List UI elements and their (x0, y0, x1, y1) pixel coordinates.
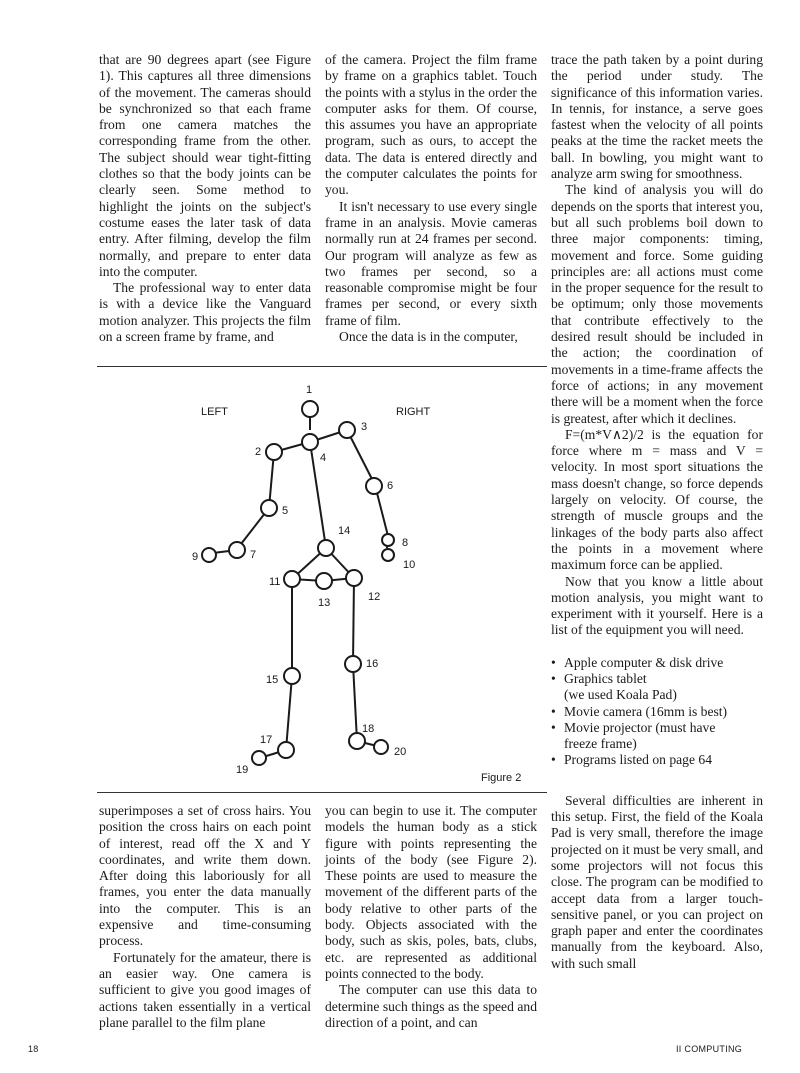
equipment-item (551, 720, 763, 753)
point-label-18: 18 (362, 723, 375, 735)
publication-name: II COMPUTING (676, 1044, 743, 1054)
paragraph: Fortunately for the amateur, there is an easier way. One camera is sufficient to give you good images of actions taken essentially in a vertical plane parallel to the film plane (99, 949, 311, 1030)
paragraph: F=(m*V∧2)/2 is the equation for force where m = mass and V = velocity. In most sport situations the mass doesn't change, so force depends largely on velocity. Of course, the strength of muscle groups and the linkages of the body parts also affect the points in a movement where maximum force can be applied. (551, 426, 763, 573)
point-label-20: 20 (394, 746, 407, 758)
joint-17 (278, 742, 294, 758)
point-label-17: 17 (260, 734, 273, 746)
equipment-item (551, 655, 763, 671)
equipment-text: Graphics tablet (564, 670, 647, 686)
joint-4 (302, 434, 318, 450)
point-label-5: 5 (282, 505, 289, 517)
joint-10 (382, 549, 394, 561)
equipment-item (551, 671, 763, 704)
point-label-11: 11 (269, 576, 281, 588)
point-label-13: 13 (318, 597, 331, 609)
joint-7 (229, 542, 245, 558)
figure-2-stick-figure (96, 368, 546, 788)
figure-top-rule (97, 366, 547, 367)
equipment-text: Programs listed on page 64 (564, 752, 712, 768)
joint-19 (252, 751, 266, 765)
point-label-4: 4 (320, 452, 327, 464)
point-label-16: 16 (366, 658, 379, 670)
figure-joints (202, 401, 394, 765)
equipment-subtext: freeze frame) (564, 736, 637, 752)
joint-18 (349, 733, 365, 749)
point-label-12: 12 (368, 591, 381, 603)
equipment-text: Movie projector (must have (564, 719, 716, 735)
equipment-item (551, 704, 763, 720)
paragraph: that are 90 degrees apart (see Figure 1). This captures all three dimensions of the movement. The cameras should be synchronized so that each frame from one camera matches the corresponding frame from the other. The subject should wear tight-fitting clothes so that the body joints can be clearly seen. Some method to highlight the joints on the subject's costume eases the later task of data entry. After filming, develop the film normally, and prepare to enter data into the computer. (99, 52, 311, 279)
joint-16 (345, 656, 361, 672)
joint-11 (284, 571, 300, 587)
paragraph: Once the data is in the computer, (339, 329, 518, 345)
paragraph: Now that you know a little about motion analysis, you might want to experiment with it yourself. Here is a list of the equipment you will need. (551, 573, 763, 638)
equipment-item (551, 752, 763, 768)
paragraph: The kind of analysis you will do depends on the sports that interest you, but all such problems boil down to three major components: timing, movement and force. Some guiding principles are: all actions must come in the proper sequence for the result to be optimum; only those movements that contribute effectively to the desired result should be included in the action; the coordination of movements in a time-frame affects the force of actions; in any movement there will be a moment when the force is greatest, after which it declines. (551, 182, 763, 426)
joint-20 (374, 740, 388, 754)
point-label-3: 3 (361, 421, 368, 433)
figure-limbs (213, 417, 388, 757)
joint-9 (202, 548, 216, 562)
bottom-column-1 (99, 803, 311, 1031)
top-column-1 (99, 52, 311, 345)
point-label-10: 10 (403, 559, 416, 571)
figure-caption: Figure 2 (481, 772, 522, 784)
joint-6 (366, 478, 382, 494)
point-label-9: 9 (192, 551, 199, 563)
point-label-6: 6 (387, 480, 394, 492)
paragraph: It isn't necessary to use every single frame in an analysis. Movie cameras normally run at 24 frames per second. Our program will analyze as few as two frames per second, so a reasonable compromise might be four frames per second, or every sixth frame of film. (325, 198, 537, 328)
point-label-8: 8 (402, 537, 409, 549)
point-label-7: 7 (250, 549, 257, 561)
paragraph: The professional way to enter data is with a device like the Vanguard motion analyzer. This projects the film on a screen frame by frame, and (99, 280, 311, 345)
paragraph: The computer can use this data to determine such things as the speed and direction of a point, and can (325, 982, 537, 1030)
joint-15 (284, 668, 300, 684)
point-label-19: 19 (236, 764, 249, 776)
point-label-14: 14 (338, 525, 351, 537)
joint-5 (261, 500, 277, 516)
paragraph: you can begin to use it. The computer models the human body as a stick figure with points representing the joints of the body (see Figure 2). These points are used to measure the movement of the different parts of the body relative to other parts of the body. Objects associated with the body, such as skis, poles, bats, clubs, etc. are represented as additional points connected to the body. (325, 803, 537, 981)
joint-2 (266, 444, 282, 460)
figure-bottom-rule (97, 792, 547, 793)
equipment-subtext: (we used Koala Pad) (564, 687, 677, 703)
figure-left-label: LEFT (201, 406, 228, 418)
bottom-column-2 (325, 803, 537, 1031)
joint-3 (339, 422, 355, 438)
joint-13 (316, 573, 332, 589)
top-column-2 (325, 52, 537, 345)
paragraph: superimposes a set of cross hairs. You position the cross hairs on each point of interest, read off the X and Y coordinates, and write them down. After doing this laboriously for all frames, you enter the data manually into the computer. This is an expensive and time-consuming process. (99, 803, 311, 949)
paragraph: of the camera. Project the film frame by frame on a graphics tablet. Touch the points with a stylus in the order the computer asks for them. Of course, this assumes you have an appropriate program, such as ours, to accept the data. The data is entered directly and the computer calculates the points for you. (325, 52, 537, 198)
point-label-1: 1 (306, 384, 313, 396)
joint-14 (318, 540, 334, 556)
equipment-text: Apple computer & disk drive (564, 654, 724, 670)
joint-8 (382, 534, 394, 546)
paragraph: trace the path taken by a point during the period under study. The significance of this information varies. In tennis, for instance, a serve goes fastest when the velocity of all points peaks at the time the racket meets the ball. In bowling, you might want to analyze arm swing for smoothness. (551, 52, 763, 182)
joint-12 (346, 570, 362, 586)
figure-right-label: RIGHT (396, 406, 431, 418)
equipment-list (551, 655, 763, 769)
equipment-text: Movie camera (16mm is best) (564, 703, 728, 719)
joint-1 (302, 401, 318, 417)
page-number: 18 (28, 1044, 39, 1054)
right-column (551, 52, 763, 972)
point-label-15: 15 (266, 674, 279, 686)
point-label-2: 2 (255, 446, 262, 458)
paragraph: Several difficulties are inherent in this setup. First, the field of the Koala Pad is very small, therefore the image projected on it must be very small, and some projectors will not focus this close. The program can be modified to accept data from a larger touch-sensitive panel, or you can project on graph paper and enter the coordinates manually from the keyboard. Also, with such small (551, 792, 763, 971)
